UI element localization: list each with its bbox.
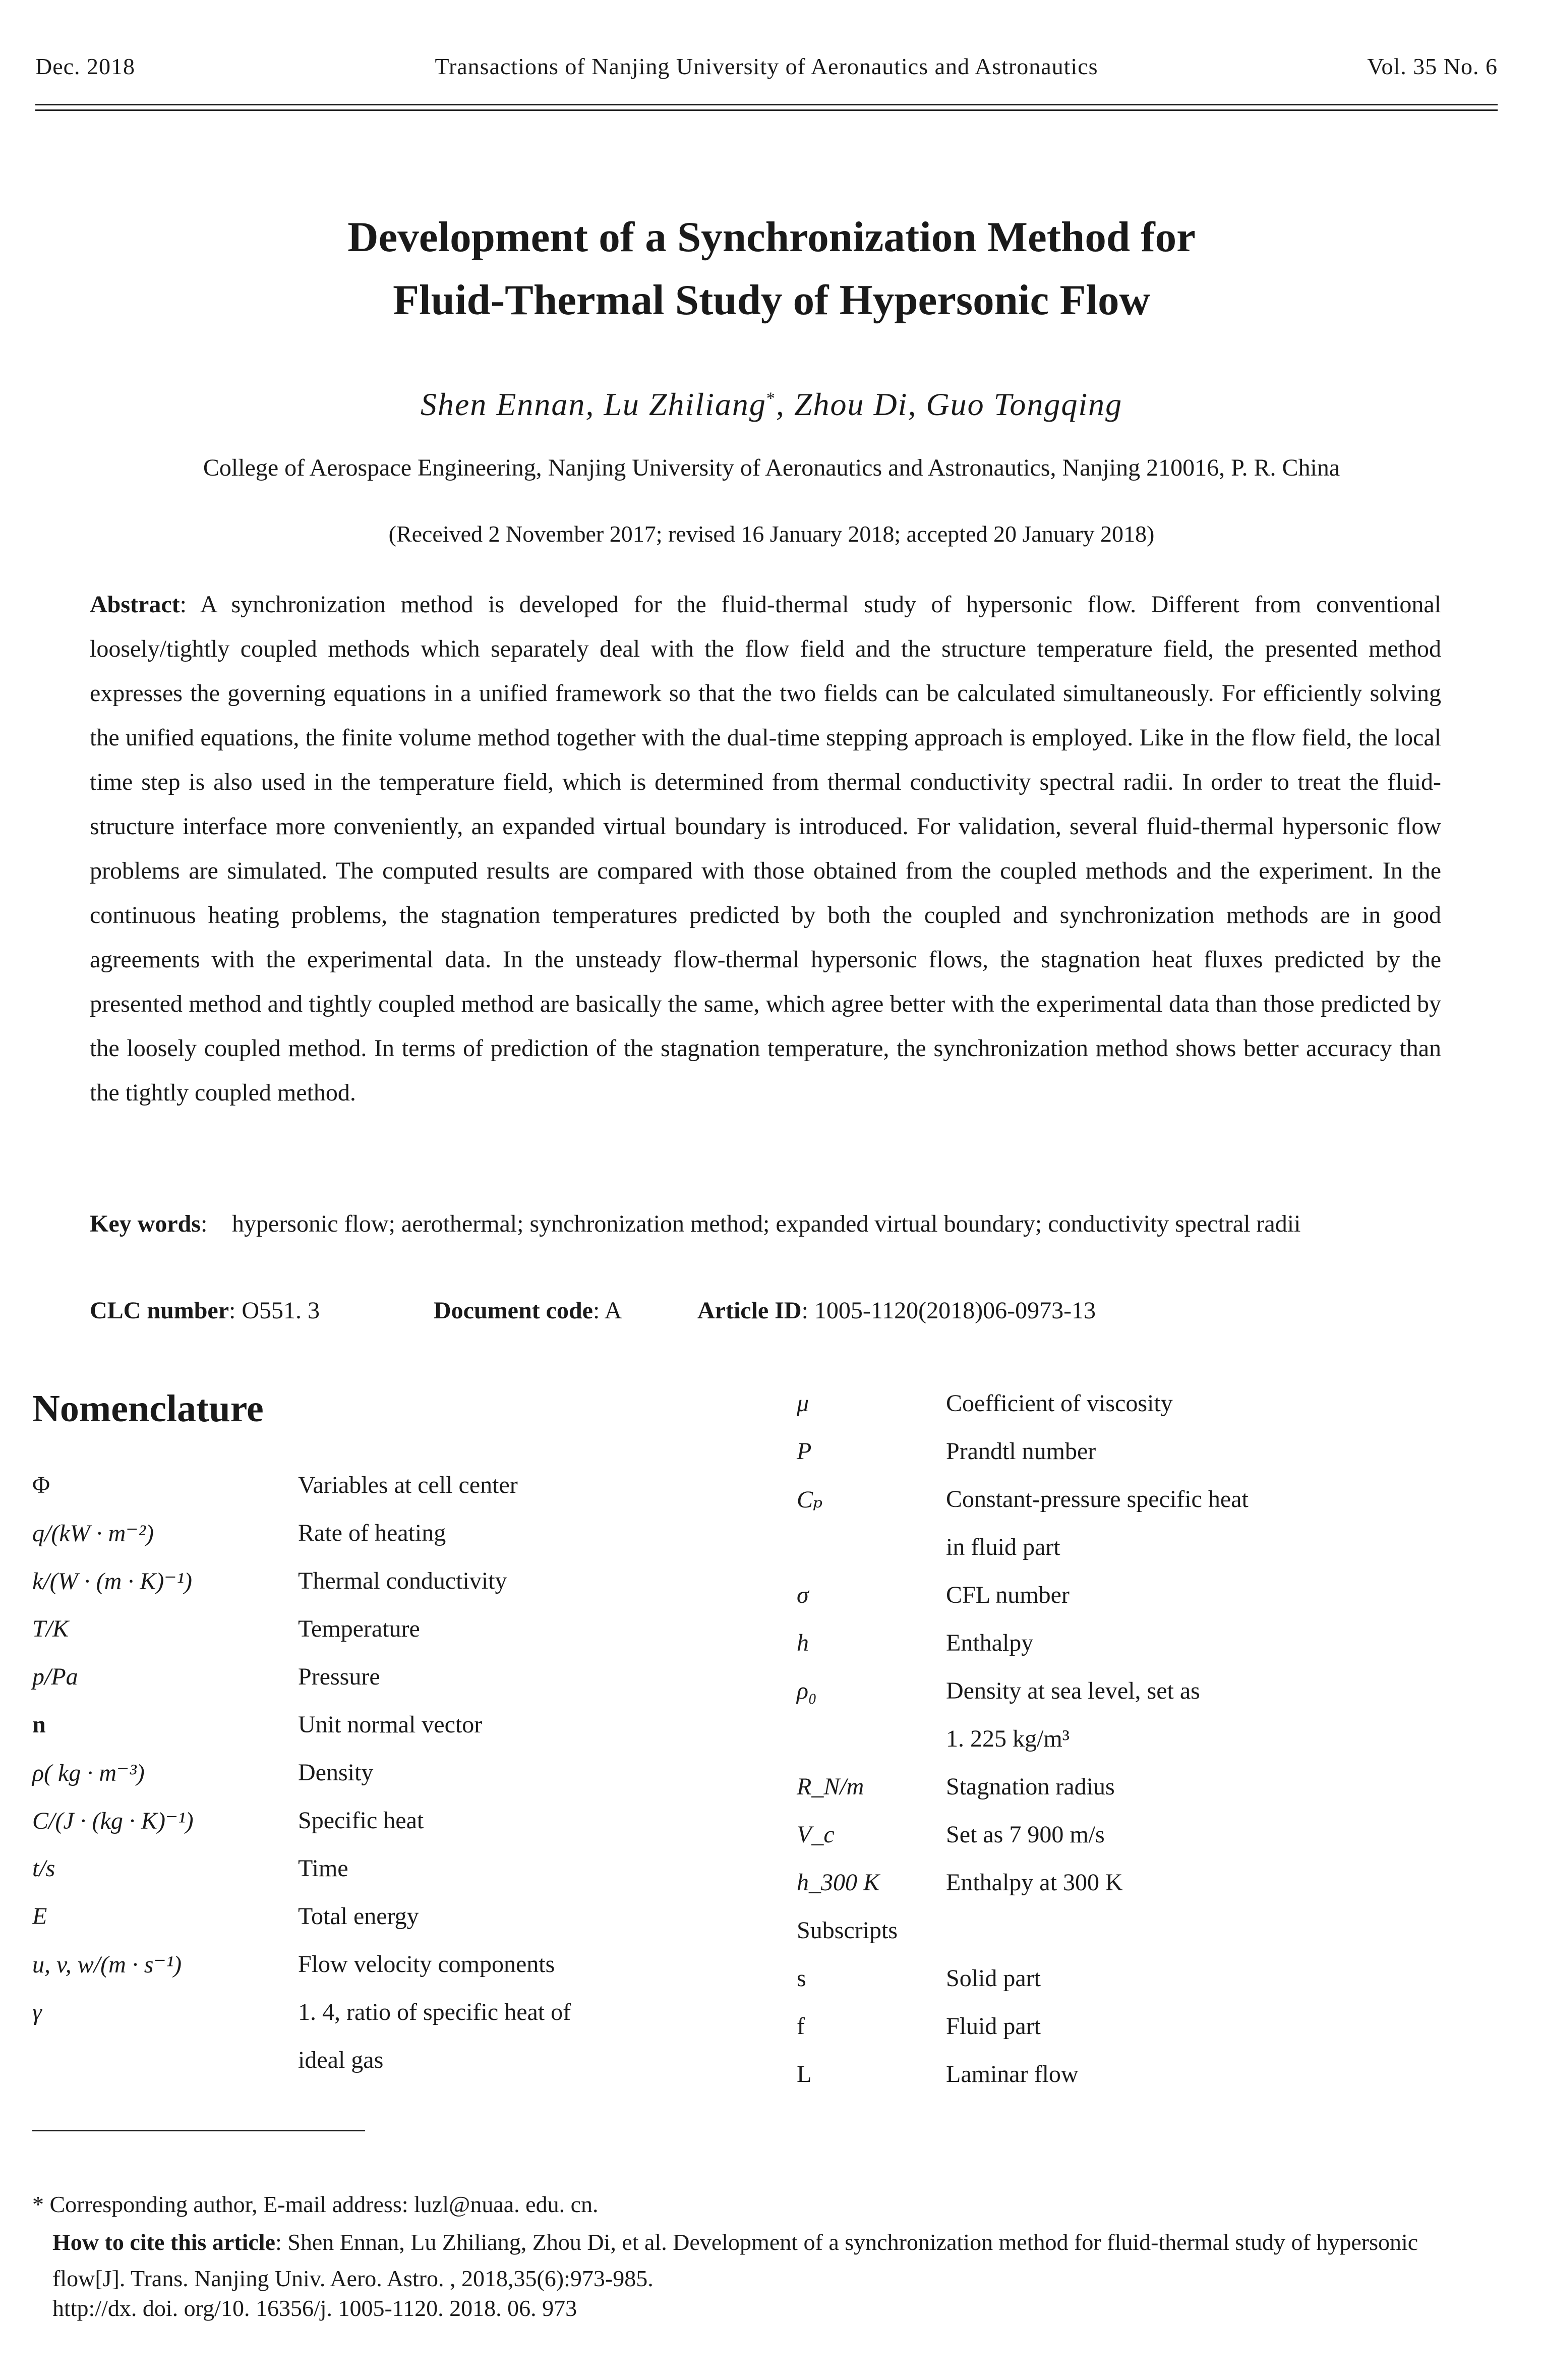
keywords-label-group [90,1202,207,1246]
nomenclature-description: Flow velocity components [298,1951,555,1978]
nomenclature-symbol: T/K [32,1615,69,1642]
nomenclature-description: Solid part [946,1965,1041,1992]
nomenclature-description: Pressure [298,1663,380,1690]
nomenclature-description: Enthalpy [946,1630,1034,1656]
doc-value: : A [592,1297,622,1324]
nomenclature-description: CFL number [946,1582,1070,1608]
citation-text: : Shen Ennan, Lu Zhiliang, Zhou Di, et al. Development of a synchronization method for fluid-thermal study of hypersonic flow[J]. Trans. Nanjing Univ. Aero. Astro. , 2018,35(6):973-985. [52,2229,1418,2291]
nomenclature-description: Temperature [298,1615,420,1642]
nomenclature-description: 1. 225 kg/m³ [946,1725,1070,1752]
nomenclature-symbol: h [797,1630,809,1656]
clc-number [90,1289,320,1333]
nomenclature-description: Specific heat [298,1807,424,1834]
id-value: : 1005-1120(2018)06-0973-13 [801,1297,1096,1324]
nomenclature-symbol: μ [797,1390,809,1417]
nomenclature-symbol: h_300 K [797,1869,880,1896]
keywords-colon: : [200,1210,208,1237]
affiliation: College of Aerospace Engineering, Nanjing University of Aeronautics and Astronautics, Nanjing 210016, P. R. China [203,454,1340,481]
subscripts-heading: Subscripts [797,1917,898,1944]
author-separator: , [908,386,917,422]
nomenclature-description: Stagnation radius [946,1773,1115,1800]
footnote-rule [32,2130,365,2131]
citation-note [52,2224,1495,2297]
nomenclature-symbol: t/s [32,1855,55,1882]
doc-label: Document code [434,1297,593,1324]
volume-number: Vol. 35 No. 6 [1367,53,1498,79]
nomenclature-symbol: Cₚ [797,1486,823,1513]
nomenclature-description: ideal gas [298,2047,384,2073]
issue-date: Dec. 2018 [35,53,136,79]
received-dates: (Received 2 November 2017; revised 16 January 2018; accepted 20 January 2018) [388,521,1155,547]
nomenclature-description: Laminar flow [946,2061,1079,2087]
title-line-2: Fluid-Thermal Study of Hypersonic Flow [393,276,1150,324]
nomenclature-symbol: V_c [797,1821,835,1848]
author-separator: , [585,386,595,422]
clc-label: CLC number [90,1297,229,1324]
nomenclature-symbol: ρ₀ [797,1677,817,1704]
nomenclature-symbol: L [797,2061,812,2087]
nomenclature-description: 1. 4, ratio of specific heat of [298,1999,571,2025]
title-line-1: Development of a Synchronization Method for [347,213,1196,261]
nomenclature-description: Time [298,1855,348,1882]
nomenclature-symbol: n [32,1711,46,1738]
nomenclature-heading: Nomenclature [32,1387,264,1430]
nomenclature-symbol: R_N/m [797,1773,864,1800]
nomenclature-symbol: γ [32,1999,42,2025]
nomenclature-description: Density [298,1759,374,1786]
abstract-label: Abstract [90,591,180,618]
citation-label: How to cite this article [52,2229,275,2255]
nomenclature-description: Prandtl number [946,1438,1096,1465]
document-code [434,1289,622,1333]
nomenclature-symbol: Φ [32,1472,50,1498]
abstract-text: A synchronization method is developed for the fluid-thermal study of hypersonic flow. Different from conventional loosely/tightly coupled methods which separately deal with the flow field and the structure temperature field, the presented method expresses the governing equations in a unified framework so that the two fields can be calculated simultaneously. For efficiently solving the unified equations, the finite volume method together with the dual-time stepping approach is employed. Like in the flow field, the local time step is also used in the temperature field, which is determined from thermal conductivity spectral radii. In order to treat the fluid-structure interface more conveniently, an expanded virtual boundary is introduced. For validation, several fluid-thermal hypersonic flow problems are simulated. The computed results are compared with those obtained from the coupled methods and the experiment. In the continuous heating problems, the stagnation temperatures predicted by both the coupled and synchronization methods are in good agreements with the experimental data. In the unsteady flow-thermal hypersonic flows, the stagnation heat fluxes predicted by the presented method and tightly coupled method are basically the same, which agree better with the experimental data than those predicted by the loosely coupled method. In terms of prediction of the stagnation temperature, the synchronization method shows better accuracy than the tightly coupled method. [90,591,1442,1106]
corresponding-mark: * [766,389,776,408]
doi-link[interactable]: http://dx. doi. org/10. 16356/j. 1005-1120. 2018. 06. 973 [52,2295,577,2321]
nomenclature-symbol: P [797,1438,812,1465]
nomenclature-symbol: ρ( kg · m⁻³) [32,1760,145,1786]
nomenclature-symbol: p/Pa [32,1663,78,1690]
nomenclature-symbol: E [32,1903,47,1930]
abstract [90,583,1441,1115]
author-3: Zhou Di [794,386,908,422]
author-separator: , [776,386,785,422]
nomenclature-symbol: C/(J · (kg · K)⁻¹) [32,1808,194,1834]
nomenclature-symbol: f [797,2013,805,2040]
id-label: Article ID [697,1297,802,1324]
author-2: Lu Zhiliang [604,386,766,422]
nomenclature-symbol: q/(kW · m⁻²) [32,1520,154,1547]
nomenclature-description: Rate of heating [298,1520,446,1546]
article-id [697,1289,1096,1333]
header-rule-top [35,104,1498,105]
nomenclature-description: Fluid part [946,2013,1041,2040]
nomenclature-description: in fluid part [946,1534,1060,1560]
paper-title [101,206,1442,332]
nomenclature-description: Constant-pressure specific heat [946,1486,1249,1513]
author-4: Guo Tongqing [926,386,1123,422]
nomenclature-description: Coefficient of viscosity [946,1390,1173,1417]
keywords-text: hypersonic flow; aerothermal; synchronization method; expanded virtual boundary; conductivity spectral radii [232,1210,1301,1237]
corresponding-author-note: * Corresponding author, E-mail address: luzl@nuaa. edu. cn. [32,2191,599,2217]
running-header [35,53,1498,88]
header-rule-bottom [35,109,1498,111]
clc-value: : O551. 3 [229,1297,320,1324]
author-list [101,386,1442,423]
author-1: Shen Ennan [420,386,586,422]
keywords-label: Key words [90,1210,201,1237]
nomenclature-description: Set as 7 900 m/s [946,1821,1105,1848]
nomenclature-symbol: u, v, w/(m · s⁻¹) [32,1951,182,1978]
nomenclature-description: Thermal conductivity [298,1568,507,1594]
nomenclature-description: Total energy [298,1903,419,1930]
journal-name: Transactions of Nanjing University of Aeronautics and Astronautics [435,53,1098,79]
nomenclature-description: Variables at cell center [298,1472,518,1498]
nomenclature-symbol: σ [797,1582,809,1608]
nomenclature-symbol: k/(W · (m · K)⁻¹) [32,1568,192,1595]
nomenclature-symbol: s [797,1965,806,1992]
abstract-colon: : [180,591,200,618]
nomenclature-description: Density at sea level, set as [946,1677,1200,1704]
nomenclature-description: Unit normal vector [298,1711,483,1738]
nomenclature-description: Enthalpy at 300 K [946,1869,1123,1896]
